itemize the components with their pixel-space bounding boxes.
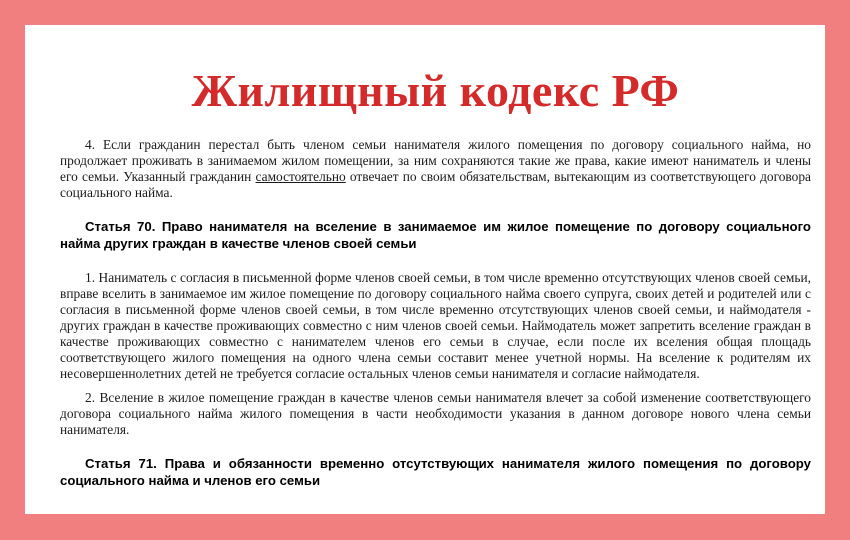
document-page <box>25 25 825 514</box>
underlined-word: самостоятельно <box>255 169 346 184</box>
article-70-paragraph-1: 1. Наниматель с согласия в письменной форме членов своей семьи, в том числе временно отсутствующих членов своей семьи, вправе вселить в занимаемое им жилое помещение по договору социального найма своего супруга, своих детей и родителей или с согласия в письменной форме членов своей семьи, в том числе временно отсутствующих членов своей семьи, и наймодателя - других граждан в качестве проживающих совместно с ним членов своей семьи. Наймодатель может запретить вселение граждан в качестве проживающих совместно с нанимателем членов его семьи в случае, если после их вселения общая площадь соответствующего жилого помещения на одного члена семьи составит менее учетной нормы. На вселение к родителям их несовершеннолетних детей не требуется согласие остальных членов семьи нанимателя и согласие наймодателя. <box>60 270 811 381</box>
article-71-heading: Статья 71. Права и обязанности временно отсутствующих нанимателя жилого помещения по договору социального найма и членов его семьи <box>60 456 811 488</box>
article-70-heading: Статья 70. Право нанимателя на вселение в занимаемое им жилое помещение по договору социального найма других граждан в качестве членов своей семьи <box>60 219 811 251</box>
paragraph-4 <box>60 137 811 201</box>
paragraph-4-text-start: 4. Если гражданин перестал быть членом семьи нанимателя жилого помещения по договору социального найма, но продолжает проживать в занимаемом жилом помещении, за ним сохраняются такие же права, какие имеют наниматель и члены его семьи. Указанный гражданин <box>60 137 811 184</box>
page-title: Жилищный кодекс РФ <box>191 65 680 116</box>
paragraph-4-text-end: отвечает по своим обязательствам, вытекающим из соответствующего договора социального найма. <box>60 169 811 200</box>
article-70-paragraph-2: 2. Вселение в жилое помещение граждан в качестве членов семьи нанимателя влечет за собой изменение соответствующего договора социального найма жилого помещения в части необходимости указания в данном договоре нового члена семьи нанимателя. <box>60 390 811 437</box>
